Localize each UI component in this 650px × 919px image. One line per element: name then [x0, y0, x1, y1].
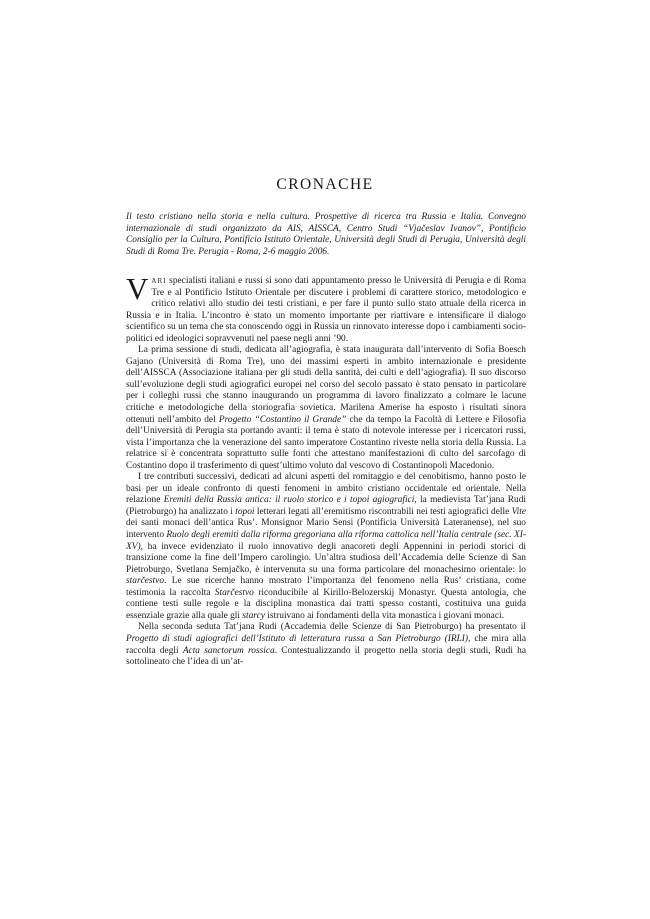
italic-title: Progetto “Costantino il Grande”	[218, 414, 347, 425]
italic-term: Vite	[511, 506, 526, 517]
text-run: riconducibile al Kirillo-Belozerskij Monastyr. Questa antologia, che contiene testi sulle regole e la disciplina monastica dai tratti spesso costanti, costituiva una guida essenziale grazie alla quale gli	[126, 587, 526, 621]
text-run: , ha invece evidenziato il ruolo innovativo degli anacoreti degli Appennini in periodi storici di transizione come la fine dell’Impero carolingio. Un’altra studiosa dell’Accademia delle Scienze di San Pietroburgo, Svetlana Semjačko, è intervenuta su una forma particolare del monachesimo orientale: lo	[126, 541, 526, 575]
text-run: , la medievista Tat’jana Rudi (Pietroburgo) ha analizzato i	[126, 495, 526, 517]
italic-title: Eremiti della Russia antica: il ruolo storico e i topoi agiografici	[163, 495, 415, 506]
section-title: CRONACHE	[276, 176, 374, 193]
paragraph-4	[126, 622, 526, 668]
italic-term: topoi	[235, 506, 255, 517]
italic-term: starcy	[242, 610, 265, 621]
article-body	[126, 271, 526, 669]
text-run: La prima sessione di studi, dedicata all’agiografia, è stata inaugurata dall’intervento di Sofia Boesch Gajano (Università di Roma Tre), uno dei massimi esperti in ambito internazionale e presidente dell’AISSCA (Associazione italiana per gli studi della santità, dei culti e dell’agiografia). Il suo discorso sull’evoluzione degli studi agiografici europei nel corso del secolo passato è stato pensato in particolare per i colleghi russi che stanno inaugurando un programma di lavoro finalizzato a colmare le lacune critiche e metodologiche della storiografia sovietica. Marilena Amerise ha esposto i risultati sinora ottenuti nell’ambito del	[126, 345, 526, 425]
text-run: dei santi monaci dell’antica Rus’. Monsignor Mario Sensi (Pontificia Università Lateranense), nel suo intervento	[126, 518, 526, 541]
paragraph-1	[126, 271, 526, 345]
italic-term: starčestvo	[126, 576, 165, 587]
text-run: . Contestualizzando il progetto nella storia degli studi, Rudi ha sottolineato che l’idea di un’at-	[126, 645, 526, 668]
italic-title: Progetto di studi agiografici dell’Istituto di letteratura russa a San Pietroburgo (IRLI)	[126, 633, 469, 644]
text-run: istruivano ai fondamenti della vita monastica i giovani monaci.	[264, 610, 504, 621]
italic-term: Starčestvo	[214, 587, 254, 598]
italic-title: Ruolo degli eremiti dalla riforma gregoriana alla riforma cattolica nell’Italia centrale (sec. XI-XV)	[126, 530, 526, 552]
text-run: letterari legati all’eremitismo riscontrabili nei testi agiografici delle	[254, 506, 512, 517]
small-caps-lead: ARI	[151, 277, 167, 285]
paragraph-3	[126, 472, 526, 622]
italic-title: Acta sanctorum rossica	[182, 645, 275, 656]
text-run: , che mira alla raccolta degli	[126, 633, 526, 656]
text-run: che da tempo la Facoltà di Lettere e Filosofia dell’Università di Perugia sta portando avanti: il tema è stato di notevole interesse per i ricercatori russi, vista l’importanza che la venerazione del santo imperatore Costantino riveste nella storia della Russia. La relatrice si è concentrata soprattutto sulle fonti che attestano manifestazioni di culto del sarcofago di Costantino dopo il trasferimento di quest’ultimo voluto dal vescovo di Costantinopoli Macedonio.	[126, 414, 526, 471]
text-run: Nella seconda seduta Tat’jana Rudi (Accademia delle Scienze di San Pietroburgo) ha presentato il	[138, 622, 526, 633]
text-run: . Le sue ricerche hanno mostrato l’importanza del fenomeno nella Rus’ cristiana, come testimonia la raccolta	[126, 576, 526, 598]
paragraph-2	[126, 345, 526, 472]
conference-subtitle: Il testo cristiano nella storia e nella cultura. Prospettive di ricerca tra Russia e Italia. Convegno internazionale di studi organizzato da AIS, AISSCA, Centro Studi “Vjačeslav Ivanov”, Pontificio Consiglio per la Cultura, Pontificio Istituto Orientale, Università degli Studi di Perugia, Università degli Studi di Roma Tre. Perugia - Roma, 2-6 maggio 2006.	[126, 212, 526, 258]
paragraph-1-text: specialisti italiani e russi si sono dati appuntamento presso le Università di Perugia e di Roma Tre e al Pontificio Istituto Orientale per discutere i problemi di carattere storico, metodologico e critico relativi allo studio dei testi cristiani, e per fare il punto sullo stato attuale della ricerca in Russia e in Italia. L’incontro è stato un momento importante per riattivare e intensificare il dialogo scientifico su un tema che sta conoscendo oggi in Russia un rinnovato interesse dopo i cambiamenti socio-politici ed ideologici sopravvenuti nel paese negli anni ’90.	[126, 276, 526, 344]
text-run: I tre contributi successivi, dedicati ad alcuni aspetti del romitaggio e del cenobitismo, hanno posto le basi per un ideale confronto di questi fenomeni in ambito cristiano occidentale ed orientale. Nella relazione	[126, 472, 526, 506]
drop-cap: V	[126, 271, 149, 306]
